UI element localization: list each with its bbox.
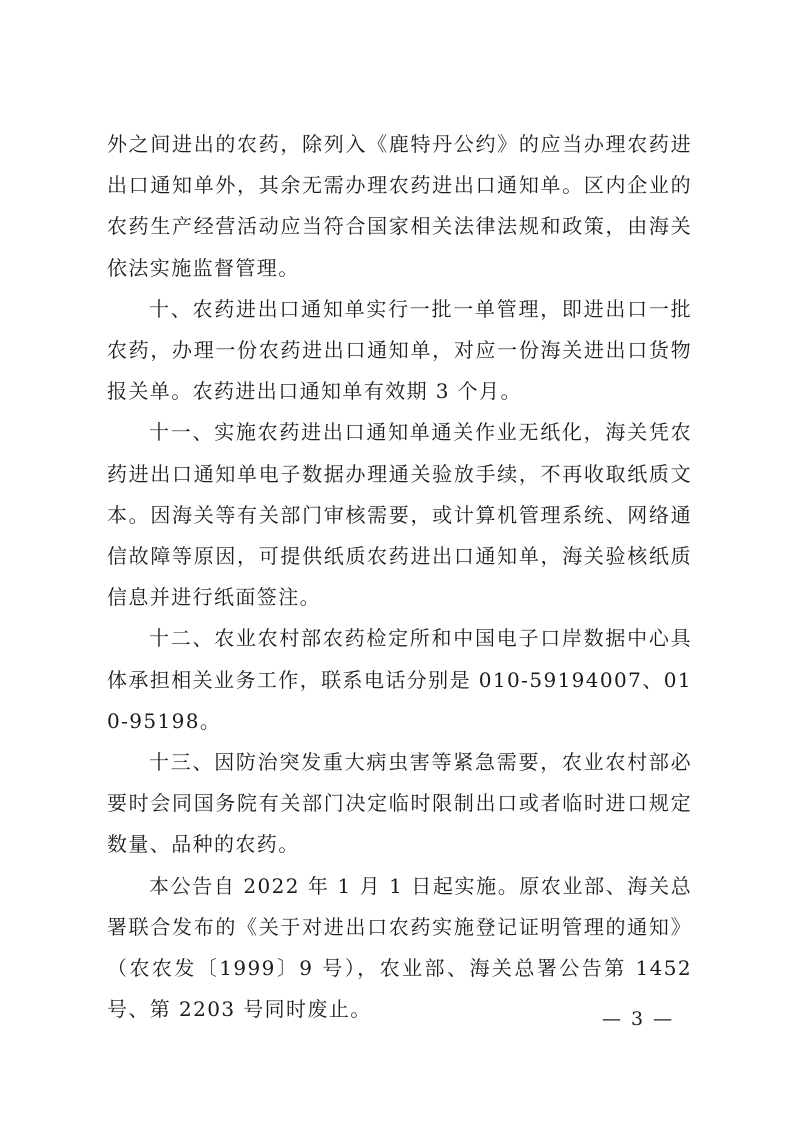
paragraph-item-13: 十三、因防治突发重大病虫害等紧急需要，农业农村部必要时会同国务院有关部门决定临时限制出口或者临时进口规定数量、品种的农药。 [107,750,692,857]
paragraph-effective-date: 本公告自 2022 年 1 月 1 日起实施。原农业部、海关总署联合发布的《关于对进出口农药实施登记证明管理的通知》（农农发〔1999〕9 号），农业部、海关总署公告第 1452 号、第 2203 号同时废止。 [107,873,692,1022]
paragraph-item-10: 十、农药进出口通知单实行一批一单管理，即进出口一批农药，办理一份农药进出口通知单，对应一份海关进出口货物报关单。农药进出口通知单有效期 3 个月。 [107,296,692,404]
paragraph-item-12: 十二、农业农村部农药检定所和中国电子口岸数据中心具体承担相关业务工作，联系电话分别是 010-59194007、010-95198。 [107,626,692,733]
paragraph-item-11: 十一、实施农药进出口通知单通关作业无纸化，海关凭农药进出口通知单电子数据办理通关验放手续，不再收取纸质文本。因海关等有关部门审核需要，或计算机管理系统、网络通信故障等原因，可提供纸质农药进出口通知单，海关验核纸质信息并进行纸面签注。 [107,420,692,610]
paragraph-continuation: 外之间进出的农药，除列入《鹿特丹公约》的应当办理农药进出口通知单外，其余无需办理农药进出口通知单。区内企业的农药生产经营活动应当符合国家相关法律法规和政策，由海关依法实施监督管理。 [107,132,692,280]
document-body [107,124,692,1030]
page-number: — 3 — [602,1008,675,1030]
